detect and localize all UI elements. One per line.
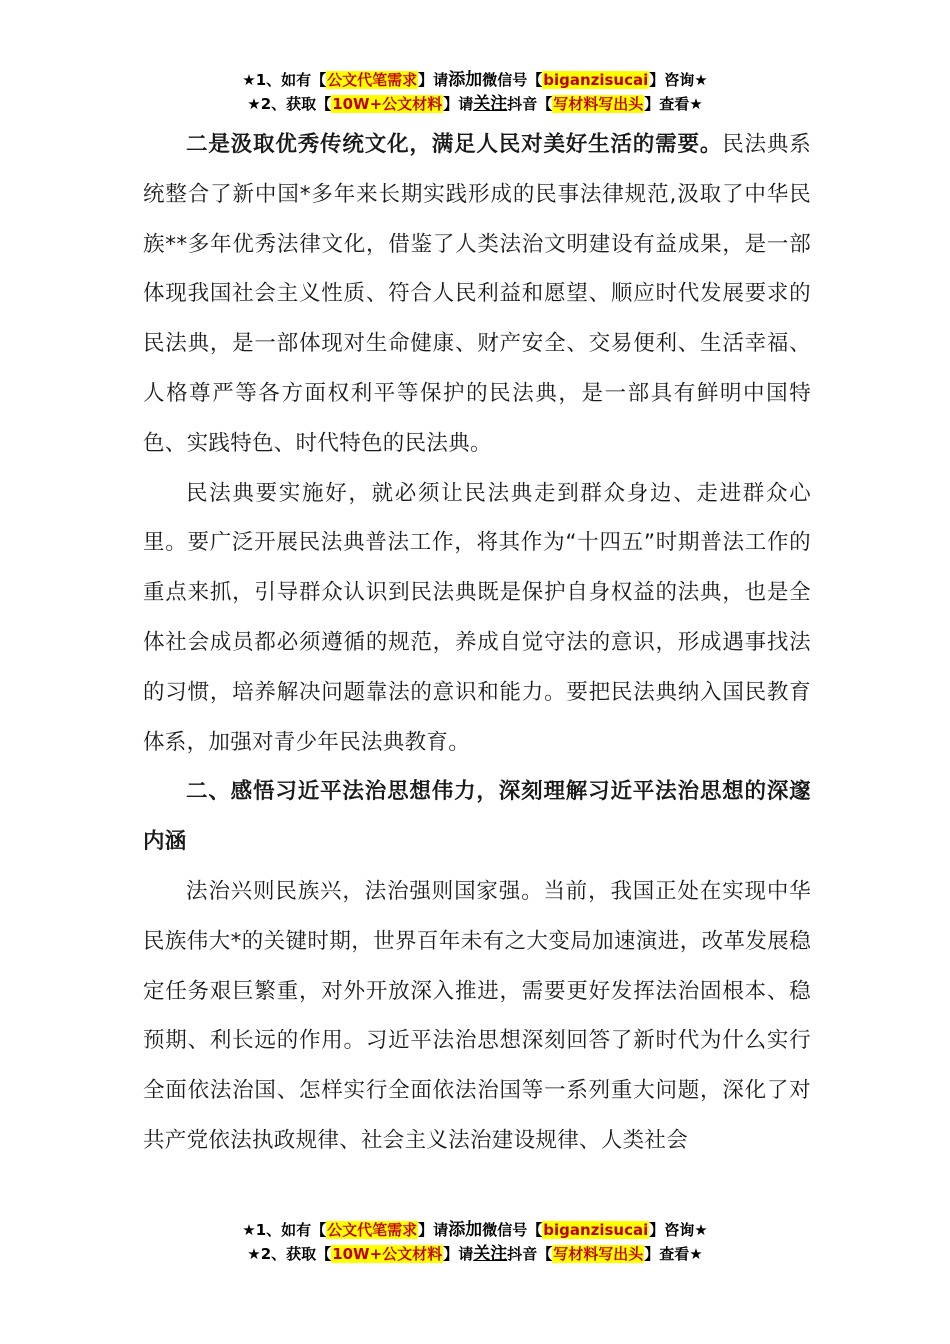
banner-text: 】查看★	[644, 95, 703, 113]
banner-text: 抖音【	[507, 1245, 553, 1263]
banner-highlight: 公文代笔需求	[327, 71, 418, 89]
banner-line-2	[0, 1242, 950, 1266]
paragraph	[143, 120, 811, 469]
banner-line-1	[0, 68, 950, 92]
banner-emphasis: 添加	[448, 1220, 483, 1240]
banner-emphasis: 关注	[473, 94, 508, 114]
banner-text: 】请	[418, 71, 449, 89]
section-heading-text: 二、感悟习近平法治思想伟力，深刻理解习近平法治思想的深邃内涵	[143, 779, 811, 855]
banner-text: 】请	[443, 95, 474, 113]
banner-text: ★1、如有【	[242, 71, 327, 89]
section-heading	[143, 767, 811, 867]
paragraph-text: 法治兴则民族兴，法治强则国家强。当前，我国正处在实现中华民族伟大*的关键时期，世界百年未有之大变局加速演进，改革发展稳定任务艰巨繁重，对外开放深入推进，需要更好发挥法治固根本、稳预期、利长远的作用。习近平法治思想深刻回答了新时代为什么实行全面依法治国、怎样实行全面依法治国等一系列重大问题，深化了对共产党依法执政规律、社会主义法治建设规律、人类社会	[143, 878, 811, 1153]
banner-line-1	[0, 1218, 950, 1242]
paragraph-text: 民法典要实施好，就必须让民法典走到群众身边、走进群众心里。要广泛开展民法典普法工作，将其作为“十四五”时期普法工作的重点来抓，引导群众认识到民法典既是保护自身权益的法典，也是全体社会成员都必须遵循的规范，养成自觉守法的意识，形成遇事找法的习惯，培养解决问题靠法的意识和能力。要把民法典纳入国民教育体系，加强对青少年民法典教育。	[143, 480, 811, 755]
wechat-id-highlight: biganzisucai	[543, 1221, 649, 1239]
banner-highlight: 10W+公文材料	[332, 1245, 443, 1263]
banner-line-2	[0, 92, 950, 116]
banner-text: ★2、获取【	[247, 1245, 332, 1263]
paragraph	[143, 867, 811, 1166]
banner-text: 抖音【	[507, 95, 553, 113]
footer-banner	[0, 1218, 950, 1266]
banner-text: ★2、获取【	[247, 95, 332, 113]
banner-text: 】查看★	[644, 1245, 703, 1263]
paragraph-text: 民法典系统整合了新中国*多年来长期实践形成的民事法律规范,汲取了中华民族**多年优秀法律文化，借鉴了人类法治文明建设有益成果，是一部体现我国社会主义性质、符合人民利益和愿望、顺应时代发展要求的民法典，是一部体现对生命健康、财产安全、交易便利、生活幸福、人格尊严等各方面权利平等保护的民法典，是一部具有鲜明中国特色、实践特色、时代特色的民法典。	[143, 132, 812, 456]
banner-text: ★1、如有【	[242, 1221, 327, 1239]
banner-highlight: 公文代笔需求	[327, 1221, 418, 1239]
douyin-id-highlight: 写材料写出头	[553, 1245, 644, 1263]
document-body	[143, 120, 811, 1166]
banner-emphasis: 添加	[448, 70, 483, 90]
banner-text: 】请	[443, 1245, 474, 1263]
banner-text: 】咨询★	[649, 1221, 708, 1239]
douyin-id-highlight: 写材料写出头	[553, 95, 644, 113]
header-banner	[0, 68, 950, 116]
paragraph-lead: 二是汲取优秀传统文化，满足人民对美好生活的需要。	[186, 132, 723, 157]
banner-text: 微信号【	[482, 71, 543, 89]
banner-highlight: 10W+公文材料	[332, 95, 443, 113]
banner-text: 】咨询★	[649, 71, 708, 89]
wechat-id-highlight: biganzisucai	[543, 71, 649, 89]
banner-text: 微信号【	[482, 1221, 543, 1239]
paragraph	[143, 469, 811, 768]
banner-emphasis: 关注	[473, 1244, 508, 1264]
banner-text: 】请	[418, 1221, 449, 1239]
